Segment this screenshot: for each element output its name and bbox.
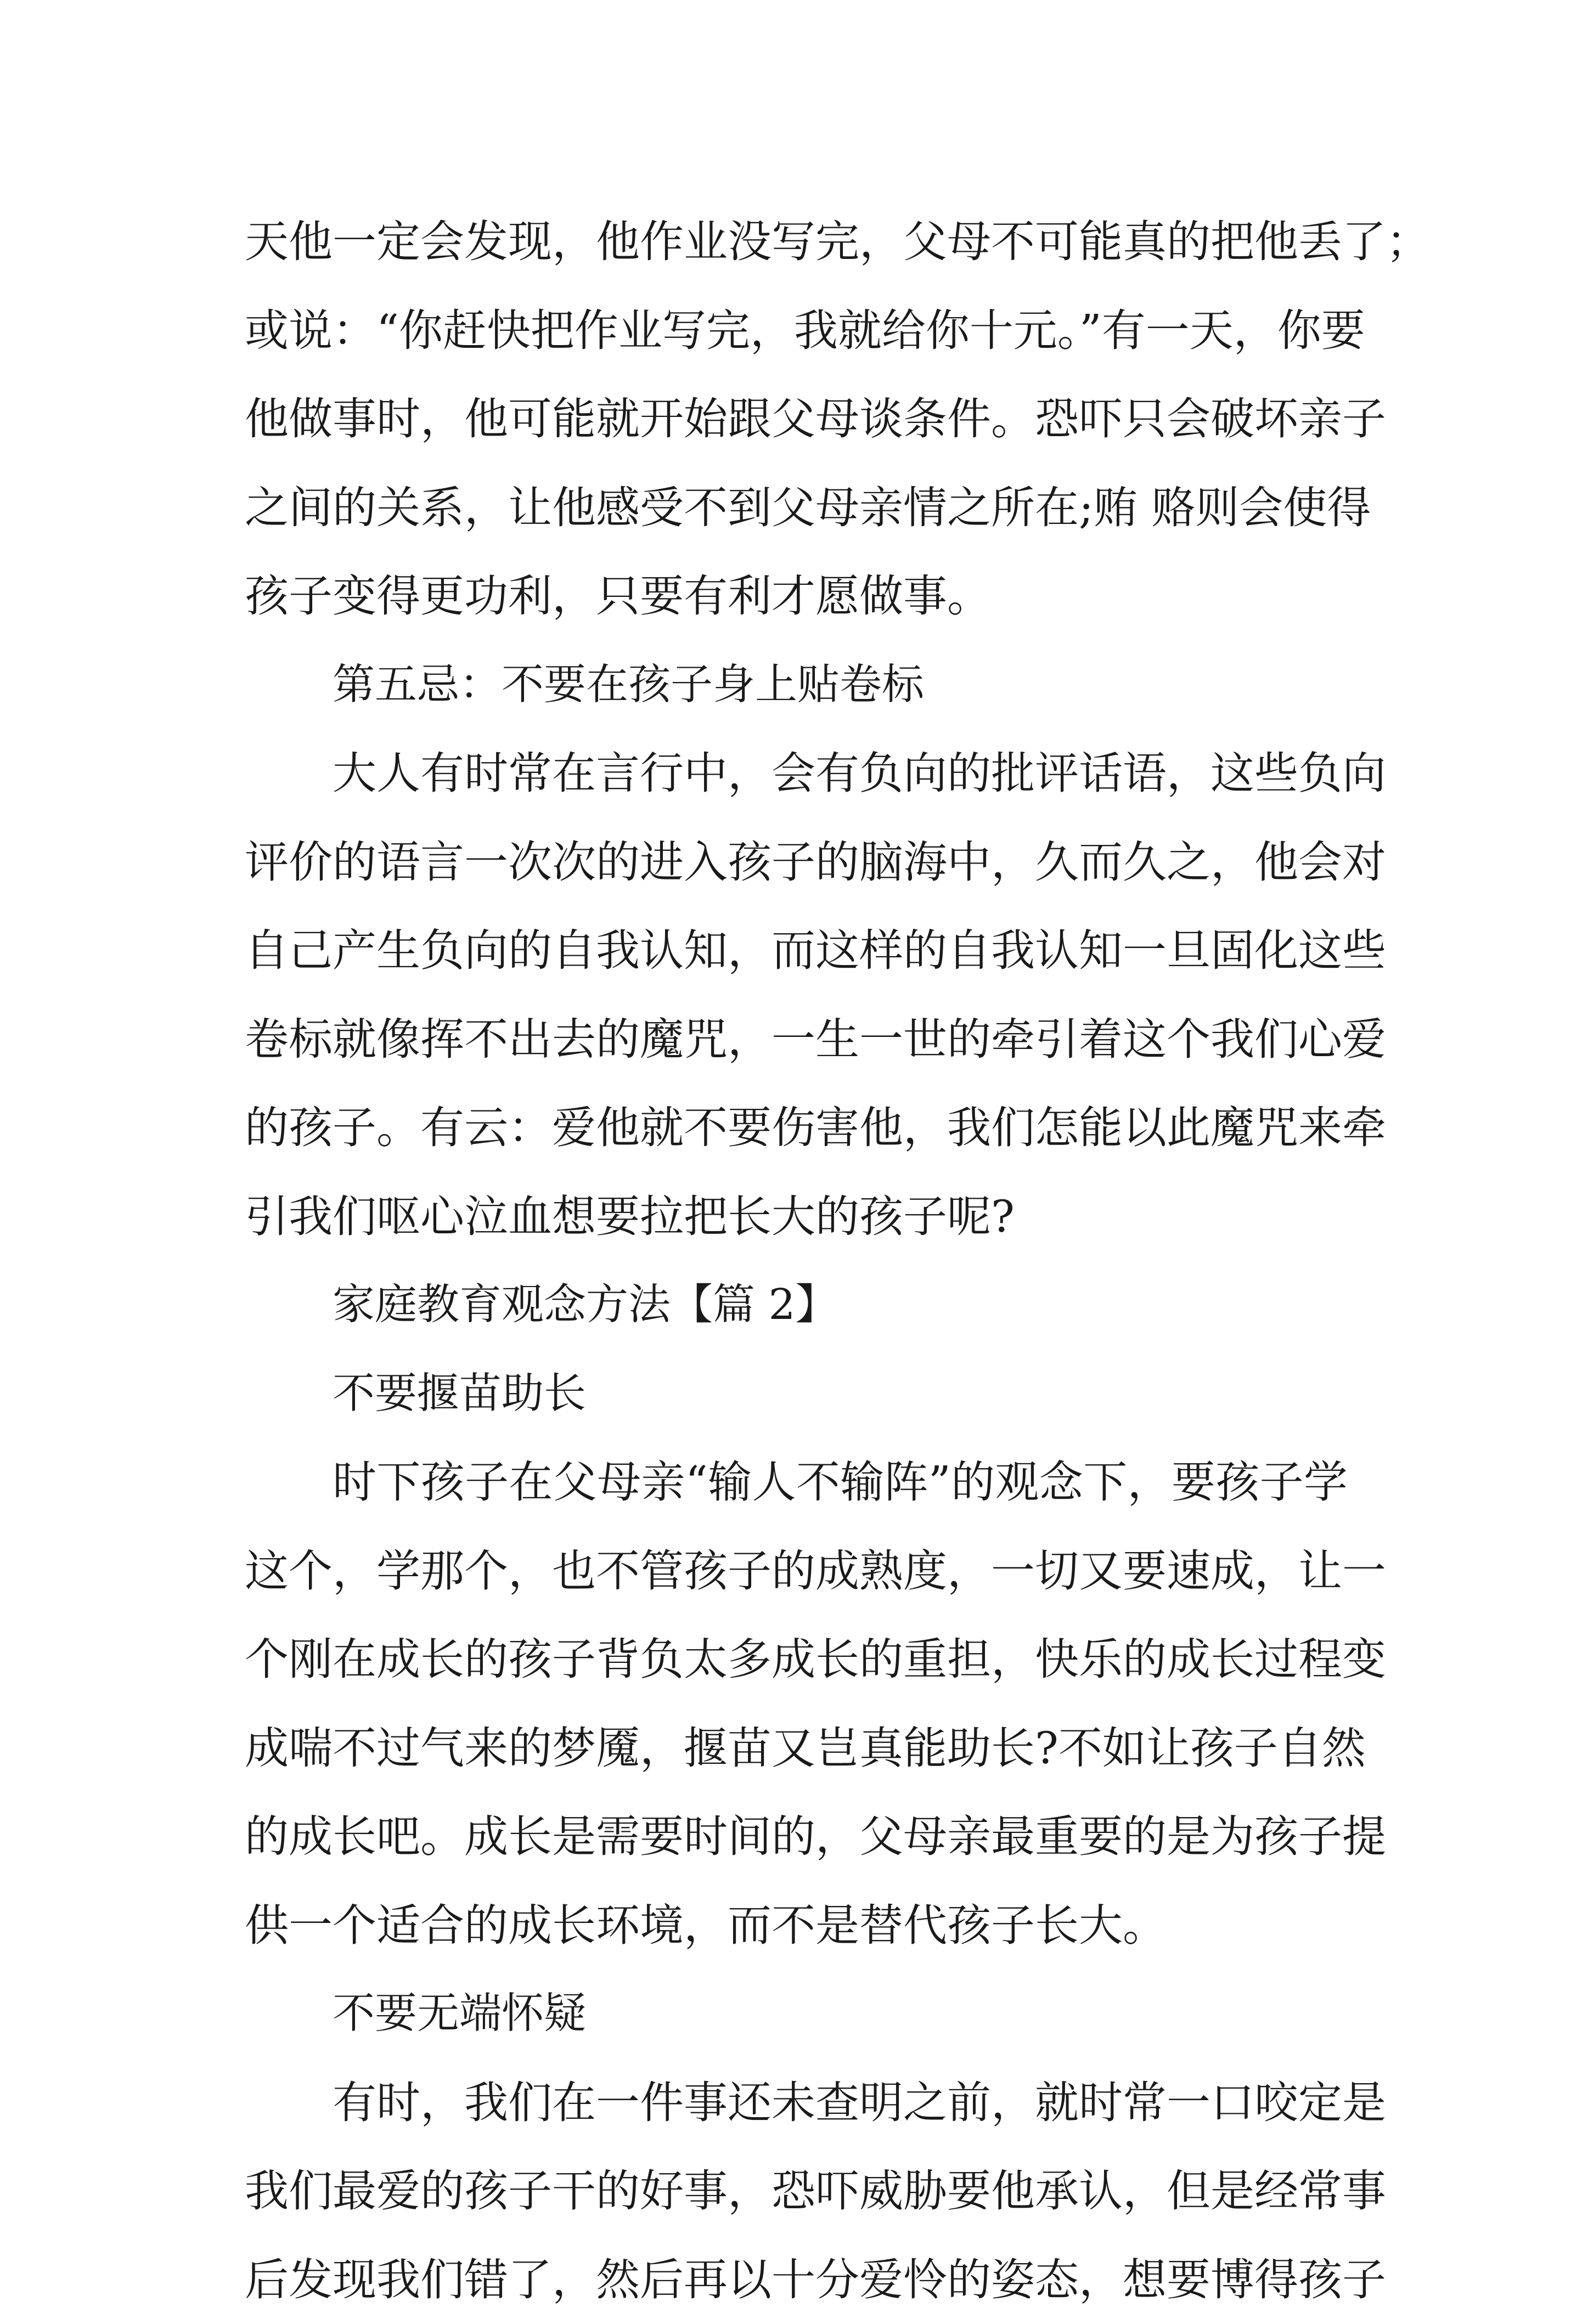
paragraph-line: 评价的语言一次次的进入孩子的脑海中，久而久之，他会对 xyxy=(245,818,1348,907)
paragraph-line: 的孩子。有云：爱他就不要伤害他，我们怎能以此魔咒来牵 xyxy=(245,1084,1348,1172)
paragraph-line: 时下孩子在父母亲“输人不输阵”的观念下，要孩子学 xyxy=(245,1438,1348,1527)
paragraph-line: 之间的关系，让他感受不到父母亲情之所在;贿 赂则会使得 xyxy=(245,464,1348,552)
paragraph-line: 成喘不过气来的梦魇，揠苗又岂真能助长?不如让孩子自然 xyxy=(245,1704,1348,1793)
article-heading: 家庭教育观念方法【篇 2】 xyxy=(245,1261,1348,1350)
paragraph-line: 卷标就像挥不出去的魔咒，一生一世的牵引着这个我们心爱 xyxy=(245,995,1348,1084)
paragraph-line: 他做事时，他可能就开始跟父母谈条件。恐吓只会破坏亲子 xyxy=(245,375,1348,464)
paragraph-line: 有时，我们在一件事还未查明之前，就时常一口咬定是 xyxy=(245,2058,1348,2147)
paragraph-line: 供一个适合的成长环境，而不是替代孩子长大。 xyxy=(245,1881,1348,1970)
paragraph-line: 后发现我们错了，然后再以十分爱怜的姿态，想要博得孩子 xyxy=(245,2236,1348,2324)
paragraph-line: 孩子变得更功利，只要有利才愿做事。 xyxy=(245,552,1348,641)
section-heading: 不要无端怀疑 xyxy=(245,1970,1348,2058)
section-heading: 第五忌：不要在孩子身上贴卷标 xyxy=(245,641,1348,730)
paragraph-line: 个刚在成长的孩子背负太多成长的重担，快乐的成长过程变 xyxy=(245,1615,1348,1704)
paragraph-line: 大人有时常在言行中，会有负向的批评话语，这些负向 xyxy=(245,729,1348,818)
paragraph-line: 或说：“你赶快把作业写完，我就给你十元。”有一天，你要 xyxy=(245,286,1348,375)
document-body xyxy=(245,198,1348,2324)
paragraph-line: 天他一定会发现，他作业没写完，父母不可能真的把他丢了； xyxy=(245,198,1348,286)
paragraph-line: 引我们呕心泣血想要拉把长大的孩子呢? xyxy=(245,1172,1348,1261)
paragraph-line: 我们最爱的孩子干的好事，恐吓威胁要他承认，但是经常事 xyxy=(245,2147,1348,2236)
paragraph-line: 这个，学那个，也不管孩子的成熟度，一切又要速成，让一 xyxy=(245,1527,1348,1616)
paragraph-line: 自己产生负向的自我认知，而这样的自我认知一旦固化这些 xyxy=(245,906,1348,995)
section-heading: 不要揠苗助长 xyxy=(245,1350,1348,1439)
paragraph-line: 的成长吧。成长是需要时间的，父母亲最重要的是为孩子提 xyxy=(245,1792,1348,1881)
